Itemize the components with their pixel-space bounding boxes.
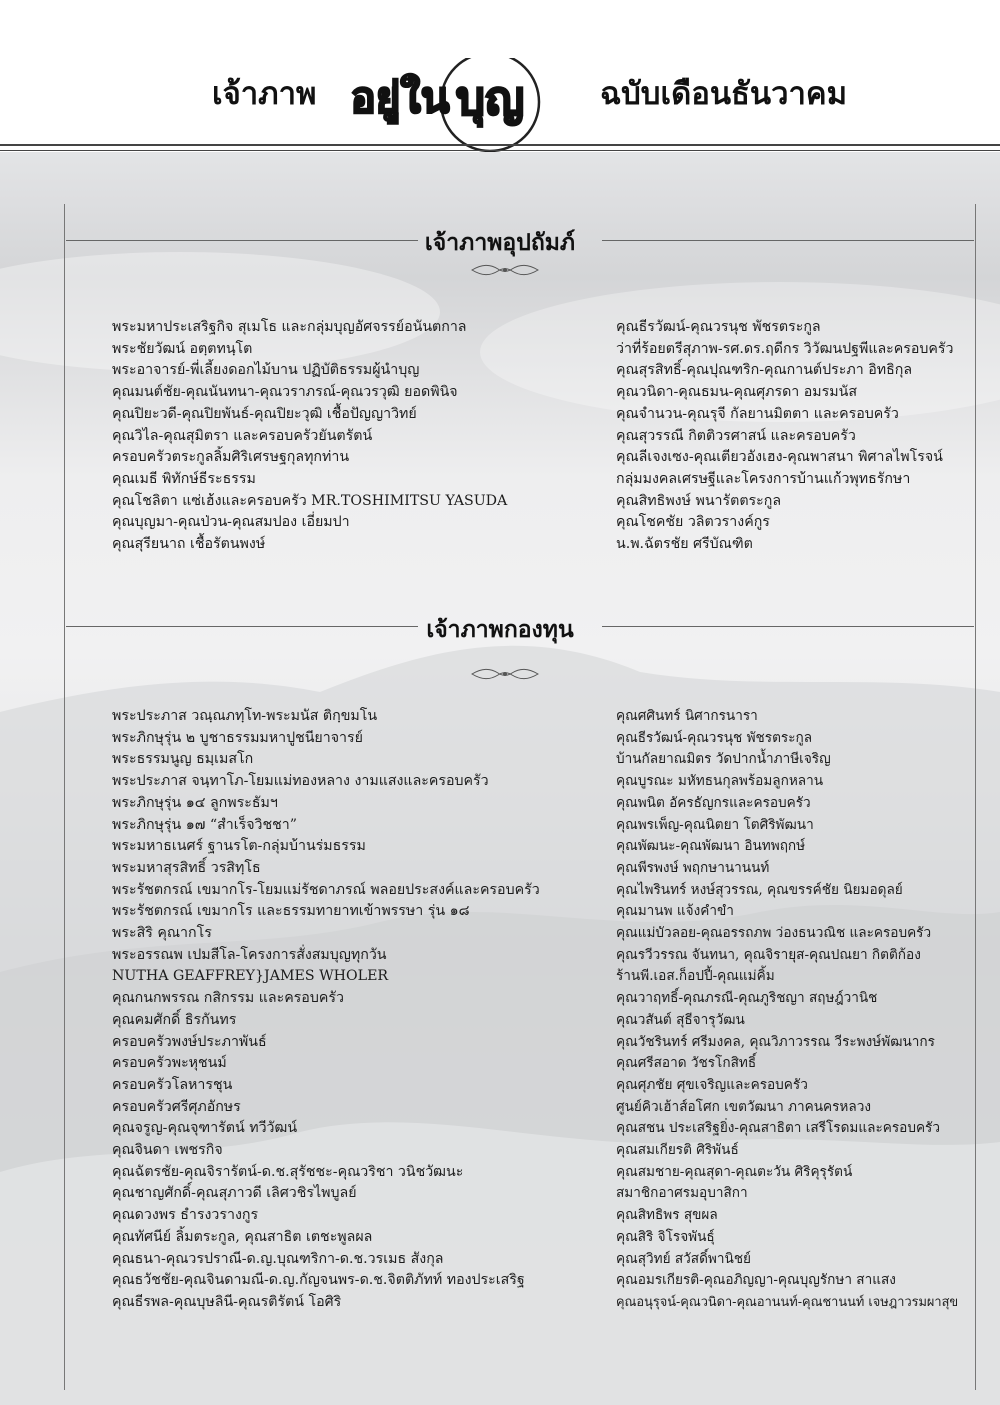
- sponsor-name: พระธรรมนูญ ธมฺเมสโก: [112, 751, 254, 768]
- ornament-flourish-icon: [470, 263, 540, 277]
- sponsor-name: คุณสิริ จิโรจพันธุ์: [616, 1228, 715, 1245]
- sponsor-name: คุณจินดา เพชรกิจ: [112, 1142, 223, 1159]
- logo-left-word: อยู่ใน: [350, 73, 450, 122]
- header-rule-top: [0, 144, 1000, 146]
- sponsor-name: คุณสุวิทย์ สวัสดิ์พานิชย์: [616, 1250, 752, 1267]
- sponsor-name: ครอบครัวพงษ์ประภาพันธ์: [112, 1033, 267, 1050]
- sponsor-name: คุณโชลิตา แซ่เฮ้งและครอบครัว MR.TOSHIMITSU YASUDA: [112, 492, 508, 509]
- sponsor-name: NUTHA GEAFFREY}JAMES WHOLER: [112, 968, 389, 985]
- sponsor-name: คุณศุภชัย ศุขเจริญและครอบครัว: [616, 1076, 808, 1093]
- sponsor-name: คุณอมรเกียรติ-คุณอภิญญา-คุณบุญรักษา สาแสง: [616, 1272, 896, 1289]
- sponsor-name: พระมหาธเนศร์ ฐานรโต-กลุ่มบ้านร่มธรรม: [112, 838, 366, 855]
- sponsor-name: คุณสุรียนาถ เชื้อรัตนพงษ์: [112, 536, 266, 553]
- sponsor-name: คุณสุรสิทธิ์-คุณปุณฑริก-คุณกานต์ประภา อิทธิกุล: [616, 362, 913, 379]
- sponsor-name: คุณพรเพ็ญ-คุณนิตยา โตศิริพัฒนา: [616, 816, 814, 833]
- sponsor-name: คุณมานพ แจ้งคำขำ: [616, 903, 734, 920]
- logo: [330, 58, 580, 158]
- sponsor-name: พระภิกษุรุ่น ๒ บูชาธรรมมหาปูชนียาจารย์: [112, 729, 363, 746]
- sponsor-name: คุณศรีสอาด วัชรโกสิทธิ์: [616, 1055, 757, 1072]
- sponsor-name: กลุ่มมงคลเศรษฐีและโครงการบ้านแก้วพุทธรักษา: [616, 470, 911, 487]
- header-right-text: ฉบับเดือนธันวาคม: [600, 76, 848, 112]
- sponsor-name: คุณสมเกียรติ ศิริพันธ์: [616, 1142, 739, 1159]
- sponsor-name: พระรัชตกรณ์ เขมากโร และธรรมทายาทเข้าพรรษา รุ่น ๑๘: [112, 903, 470, 920]
- sponsor-name: คุณฉัตรชัย-คุณจิรารัตน์-ด.ช.สุรัชชะ-คุณวริชา วนิชวัฒนะ: [112, 1163, 464, 1180]
- sponsor-name: คุณศศินทร์ นิศากรนารา: [616, 708, 758, 724]
- sponsor-name: พระมหาสุรสิทธิ์ วรสิทฺโธ: [112, 859, 261, 876]
- sponsor-name: ครอบครัวพะหุชนม์: [112, 1055, 227, 1072]
- sponsor-name: พระภิกษุรุ่น ๑๗ “สำเร็จวิชชา”: [112, 816, 298, 833]
- sponsor-name: คุณอนุรุจน์-คุณวนิดา-คุณอานนท์-คุณชานนท์ เจษฎาวรมผาสุข: [616, 1294, 959, 1310]
- ornament-flourish-icon: [470, 667, 540, 681]
- section1-title: เจ้าภาพอุปถัมภ์: [424, 230, 576, 256]
- sponsor-name: คุณพนิต อัครธัญกรและครอบครัว: [616, 794, 811, 811]
- sponsor-name: คุณชาญศักดิ์-คุณสุภาวดี เลิศวชิรไพบูลย์: [112, 1185, 357, 1202]
- sponsor-name: น.พ.ฉัตรชัย ศรีบัณฑิต: [616, 536, 753, 553]
- sponsor-name: พระรัชตกรณ์ เขมากโร-โยมแม่รัชดาภรณ์ พลอยประสงค์และครอบครัว: [112, 881, 540, 898]
- sponsor-name: คุณจรูญ-คุณจุฑารัตน์ ทวีวัฒน์: [112, 1120, 298, 1137]
- sponsor-name: คุณวาฤทธิ์-คุณภรณี-คุณภูริชญา สฤษฎ์วานิช: [616, 990, 878, 1007]
- sponsor-name: คุณธนา-คุณวรปราณี-ด.ญ.บุณฑริกา-ด.ช.วรเมธ สังกุล: [112, 1250, 444, 1267]
- sponsor-name: พระชัยวัฒน์ อตฺตทนฺโต: [112, 340, 253, 357]
- sponsor-name: พระประภาส วณฺณภทฺโท-พระมนัส ติกฺขมโน: [112, 708, 378, 724]
- sponsor-name: คุณธีรวัฒน์-คุณวรนุช พัชรตระกูล: [616, 319, 821, 335]
- logo-right-word: บุญ: [455, 71, 525, 125]
- sponsor-name: คุณลีเจงเซง-คุณเตียวอังเฮง-คุณพาสนา พิศาลไพโรจน์: [616, 449, 943, 466]
- sponsor-name: คุณพัฒนะ-คุณพัฒนา อินทพฤกษ์: [616, 838, 806, 855]
- sponsor-name: คุณพีรพงษ์ พฤกษานานนท์: [616, 859, 770, 876]
- sponsor-name: พระมหาประเสริฐกิจ สุเมโธ และกลุ่มบุญอัศจรรย์อนันตกาล: [112, 319, 467, 335]
- sponsor-name: คุณธีรพล-คุณบุษลินี-คุณรติรัตน์ โอศิริ: [112, 1293, 342, 1310]
- sponsor-name: ร้านพี.เอส.ก็อปปี้-คุณแม่คิ้ม: [616, 968, 775, 985]
- sponsor-name: คุณปิยะวดี-คุณปิยพันธ์-คุณปิยะวุฒิ เชื้อปัญญาวิทย์: [112, 405, 417, 422]
- sponsor-name: คุณโชคชัย วลิตวรางค์กูร: [616, 514, 770, 531]
- sponsor-name: บ้านกัลยาณมิตร วัดปากน้ำภาษีเจริญ: [616, 751, 831, 768]
- sponsor-name: คุณดวงพร ธำรงวรางกูร: [112, 1207, 259, 1224]
- sponsor-name: คุณคมศักดิ์ ธิรกันทร: [112, 1011, 237, 1028]
- section1-left-list: [112, 317, 602, 556]
- sponsor-name: คุณบุญมา-คุณป่วน-คุณสมปอง เอี่ยมปา: [112, 514, 350, 531]
- sponsor-name: คุณสชน ประเสริฐยิ่ง-คุณสาธิตา เสรีโรดมและครอบครัว: [616, 1120, 940, 1137]
- sponsor-name: คุณแม่บัวลอย-คุณอรรถภพ ว่องธนวณิช และครอบครัว: [616, 925, 932, 942]
- sponsor-name: คุณจำนวน-คุณรุจี กัลยานมิตตา และครอบครัว: [616, 405, 899, 422]
- sponsor-name: คุณสมชาย-คุณสุดา-คุณตะวัน ศิริคุรุรัตน์: [616, 1163, 853, 1180]
- sponsor-name: คุณมนต์ชัย-คุณนันทนา-คุณวราภรณ์-คุณวรวุฒิ ยอดพินิจ: [112, 384, 458, 401]
- sponsor-name: พระอรรณพ เปมสีโล-โครงการสั่งสมบุญทุกวัน: [112, 946, 387, 963]
- sponsor-name: คุณวัชรินทร์ ศรีมงคล, คุณวิภาวรรณ วีระพงษ์พัฒนากร: [616, 1033, 935, 1050]
- sponsor-name: คุณธีรวัฒน์-คุณวรนุช พัชรตระกูล: [616, 729, 813, 746]
- sponsor-name: คุณธวัชชัย-คุณจินดามณี-ด.ญ.กัญจนพร-ด.ช.จิตติภัทท์ ทองประเสริฐ: [112, 1272, 525, 1289]
- sponsor-name: พระประภาส จนฺทาโภ-โยมแม่ทองหลาง งามแสงและครอบครัว: [112, 773, 489, 790]
- sponsor-name: ครอบครัวโลหารชุน: [112, 1076, 233, 1093]
- sponsor-name: คุณกนกพรรณ กสิกรรม และครอบครัว: [112, 990, 344, 1007]
- page-header: [0, 0, 1000, 150]
- sponsor-name: พระภิกษุรุ่น ๑๔ ลูกพระธัมฯ: [112, 794, 278, 811]
- sponsor-name: คุณวนิดา-คุณธมน-คุณศุภรดา อมรมนัส: [616, 384, 857, 401]
- sponsor-name: คุณสิทธิพงษ์ พนารัตตระกูล: [616, 492, 782, 509]
- section2-left-list: [112, 706, 602, 1314]
- sponsor-name: คุณเมธี พิทักษ์ธีระธรรม: [112, 470, 256, 487]
- sponsor-name: คุณสิทธิพร สุขผล: [616, 1207, 718, 1224]
- header-left-text: เจ้าภาพ: [212, 76, 317, 112]
- sponsor-name: พระอาจารย์-พี่เลี้ยงดอกไม้บาน ปฏิบัติธรรมผู้นำบุญ: [112, 362, 420, 379]
- sponsor-name: คุณรวีวรรณ จันทนา, คุณจิรายุส-คุณปณยา กิตติก้อง: [616, 946, 921, 963]
- header-rule-bottom: [0, 150, 1000, 151]
- section1-right-list: [616, 317, 966, 556]
- sponsor-name: ครอบครัวศรีศุภอักษร: [112, 1098, 241, 1115]
- sponsor-name: คุณทัศนีย์ ลิ้มตระกูล, คุณสาธิต เตชะพูลผล: [112, 1228, 373, 1245]
- sponsor-name: คุณไพรินทร์ หงษ์สุวรรณ, คุณขรรค์ชัย นิยมอดุลย์: [616, 881, 903, 898]
- sponsor-name: พระสิริ คุณากโร: [112, 925, 212, 942]
- sponsor-name: ศูนย์คิวเฮ้าส์อโศก เขตวัฒนา ภาคนครหลวง: [616, 1098, 871, 1115]
- sponsor-name: สมาชิกอาศรมอุบาสิกา: [616, 1185, 748, 1202]
- sponsor-name: คุณสุวรรณี กิตติวรศาสน์ และครอบครัว: [616, 427, 856, 444]
- sponsor-name: ว่าที่ร้อยตรีสุภาพ-รศ.ดร.ฤดีกร วิวัฒนปฐพีและครอบครัว: [616, 340, 954, 357]
- section2-title: เจ้าภาพกองทุน: [426, 617, 574, 643]
- section2-right-list: [616, 706, 966, 1314]
- sponsor-name: คุณวิไล-คุณสุมิตรา และครอบครัวยันตรัตน์: [112, 427, 373, 444]
- sponsor-name: คุณบูรณะ มหัทธนกุลพร้อมลูกหลาน: [616, 773, 824, 790]
- sponsor-name: คุณวสันต์ สุธีจารุวัฒน: [616, 1011, 745, 1028]
- sponsor-name: ครอบครัวตระกูลลิ้มศิริเศรษฐกุลทุกท่าน: [112, 449, 350, 466]
